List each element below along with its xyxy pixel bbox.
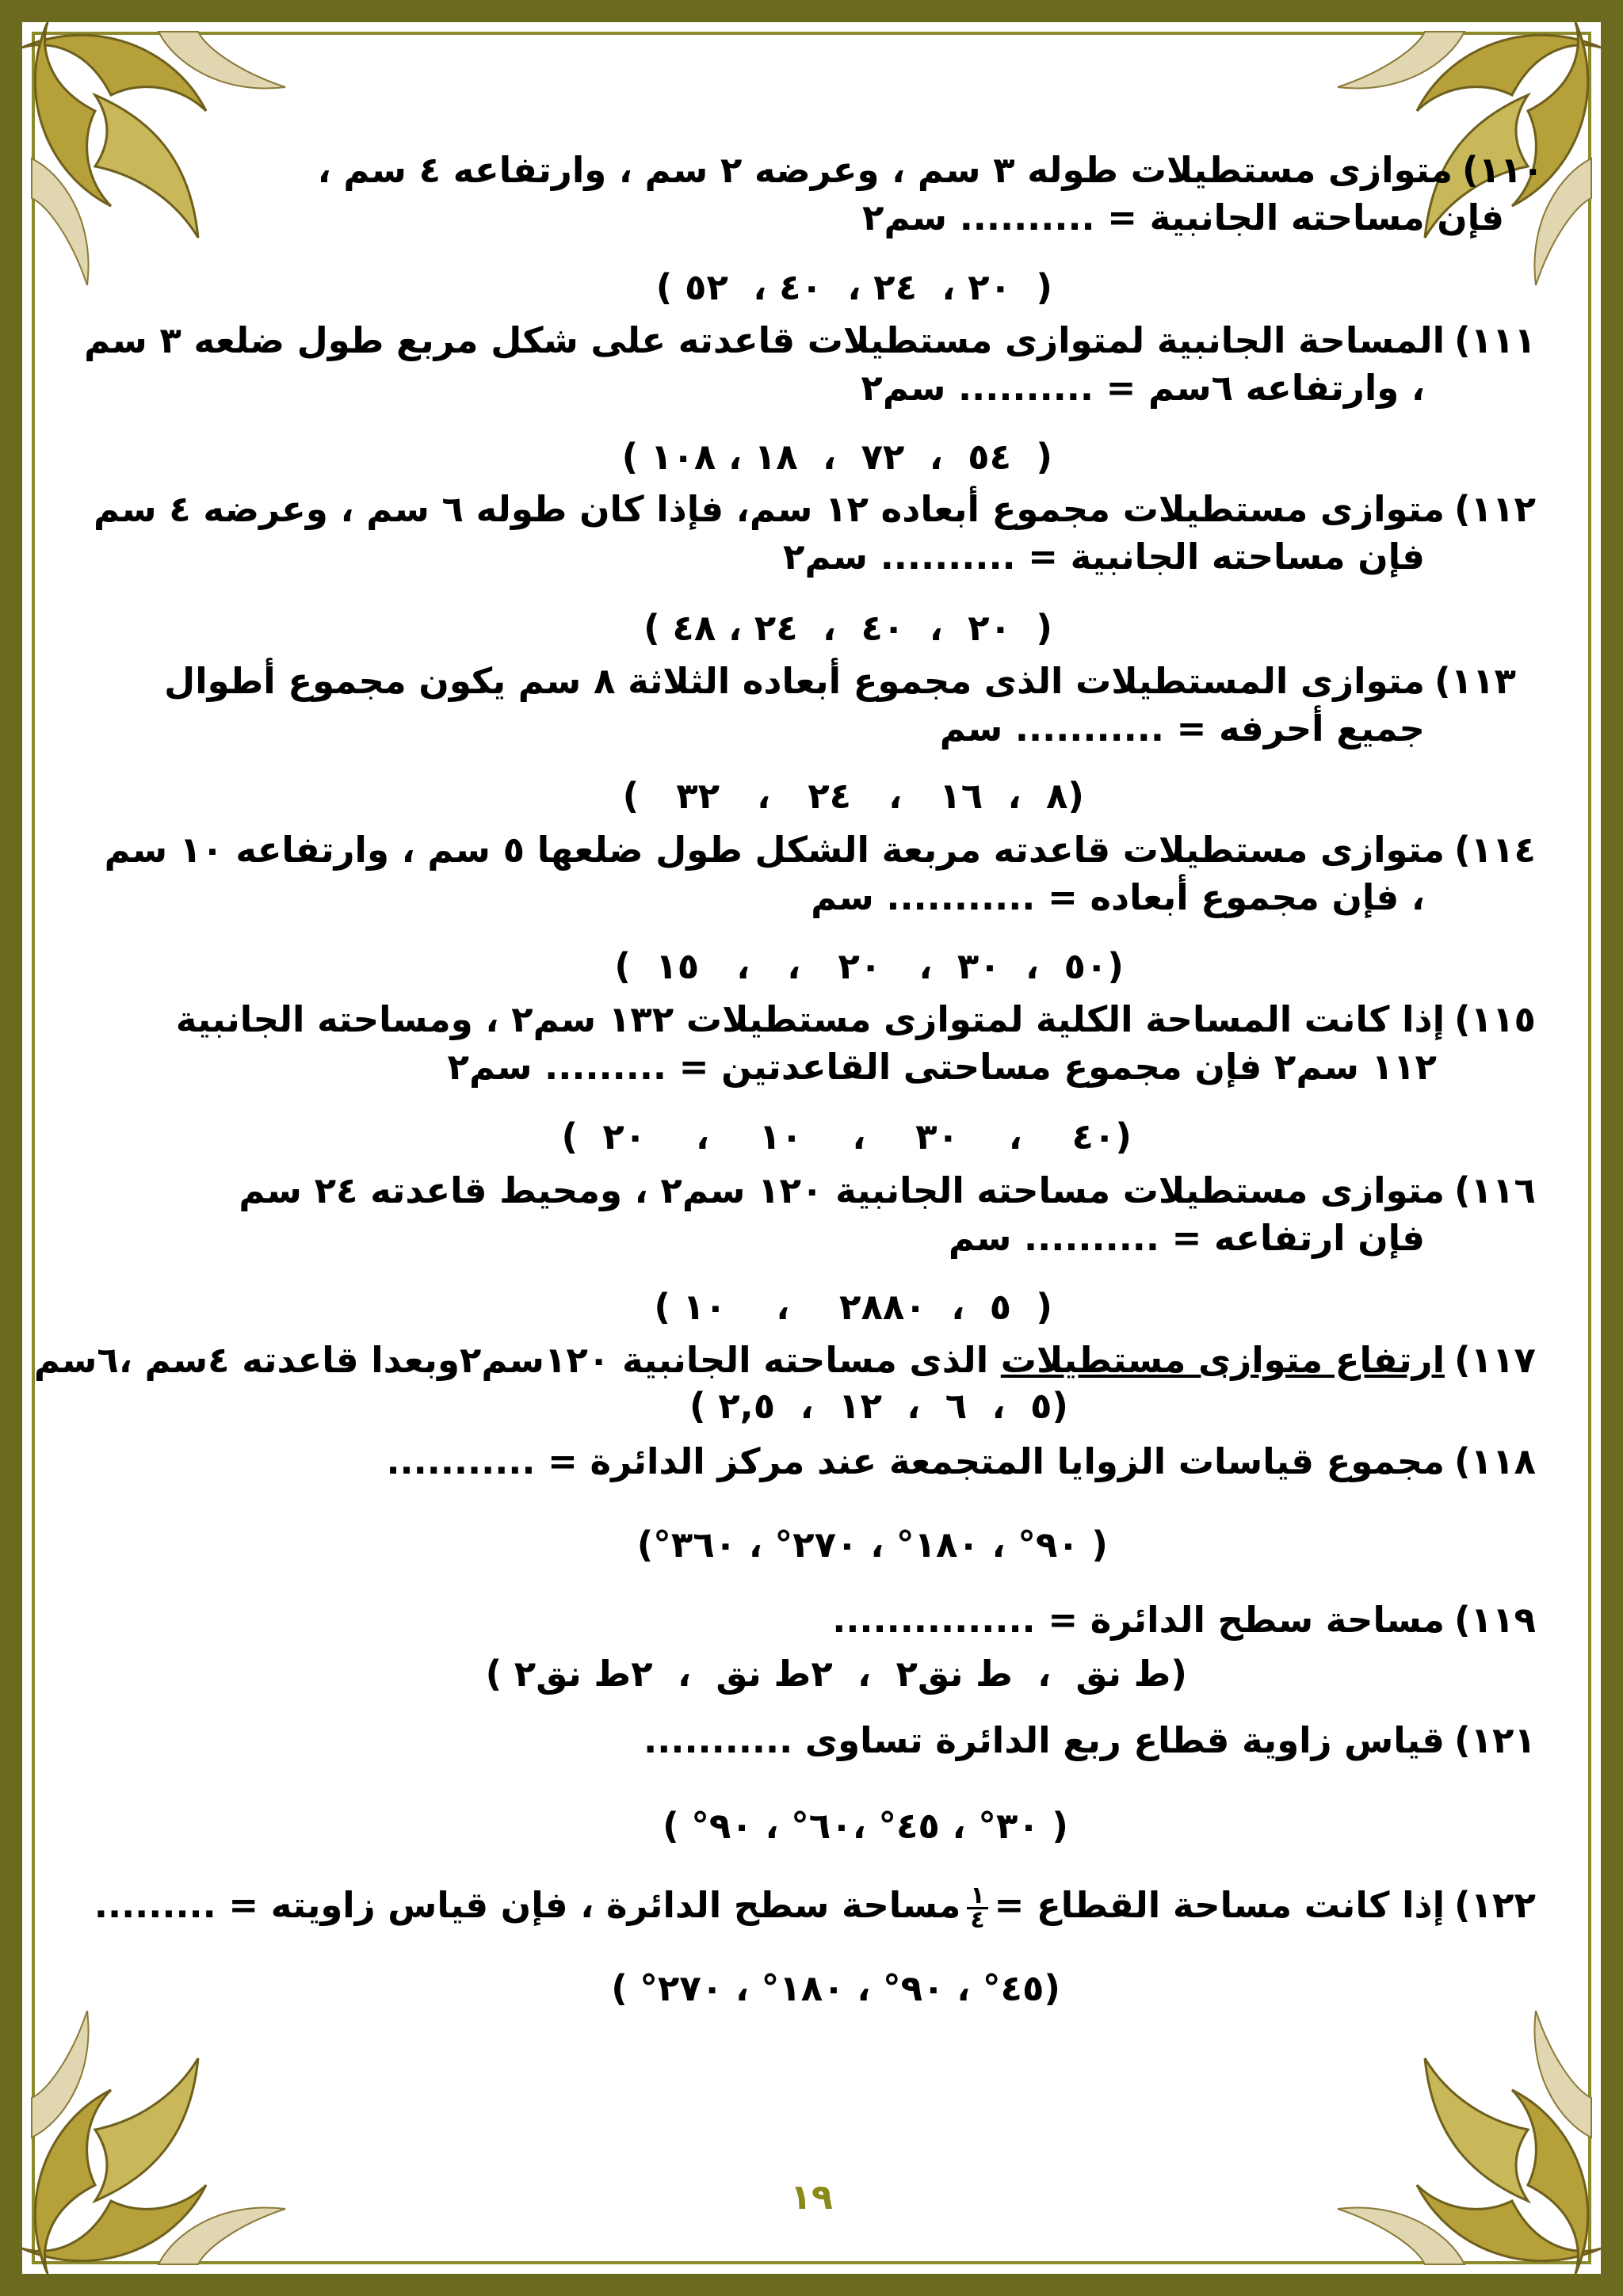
question-116 [71,1167,1536,1262]
question-text-continued: فإن ارتفاعه = .......... سم [948,1217,1425,1259]
question-number: ١٢٢) [1454,1884,1536,1926]
question-text: إذا كانت مساحة القطاع = [994,1884,1445,1926]
question-text-continued: جميع أحرفه = ........... سم [939,707,1425,749]
question-number: ١١٣) [1434,660,1516,702]
fraction-numerator: ١ [967,1885,987,1909]
fraction-one-quarter [967,1881,987,1934]
fraction-denominator: ٤ [970,1905,985,1934]
answer-options: ( ٩٠° ، ١٨٠° ، ٢٧٠° ، ٣٦٠°) [636,1524,1108,1566]
answer-options: (٥ ، ٦ ، ١٢ ، ٢,٥ ) [689,1385,1068,1427]
answer-options: (ط نق ، ط نق٢ ، ٢ط نق ، ٢ط نق٢ ) [485,1653,1187,1695]
question-number: ١١٢) [1454,488,1536,530]
question-122 [71,1882,1536,1932]
answer-options: ( ٣٠° ، ٤٥° ،٦٠° ، ٩٠° ) [663,1805,1068,1847]
question-number: ١١٧) [1454,1339,1536,1381]
question-text: متوازى مستطيلات مجموع أبعاده ١٢ سم، فإذا كان طوله ٦ سم ، وعرضه ٤ سم [94,488,1445,530]
question-text: قياس زاوية قطاع ربع الدائرة تساوى ........... [643,1719,1445,1761]
question-117 [33,1337,1536,1384]
floral-corner-ornament [1290,1963,1623,2296]
question-text-underlined: ارتفاع متوازى مستطيلات [1000,1339,1445,1381]
question-112 [71,486,1536,581]
question-text: متوازى مستطيلات طوله ٣ سم ، وعرضه ٢ سم ، وارتفاعه ٤ سم ، [317,149,1453,191]
answer-options: (٤٠ ، ٣٠ ، ١٠ ، ٢٠ ) [561,1116,1132,1158]
answer-options: ( ٢٠ ، ٤٠ ، ٢٤ ، ٤٨ ) [643,607,1052,649]
page-number: ١٩ [790,2177,833,2218]
question-110 [71,147,1544,242]
question-114 [71,826,1536,921]
question-118 [71,1438,1536,1486]
question-text-continued: فإن مساحته الجانبية = .......... سم٢ [783,536,1425,578]
question-number: ١١٦) [1454,1169,1536,1211]
answer-options: (٥٠ ، ٣٠ ، ٢٠ ، ، ١٥ ) [614,945,1124,987]
question-115 [71,996,1536,1091]
question-111 [71,317,1536,412]
question-text: إذا كانت المساحة الكلية لمتوازى مستطيلات ١٣٢ سم٢ ، ومساحته الجانبية [175,998,1445,1040]
answer-options: ( ٥٤ ، ٧٢ ، ١٨ ، ١٠٨ ) [621,436,1052,478]
answer-options: ( ٢٠ ، ٢٤ ، ٤٠ ، ٥٢ ) [655,266,1052,308]
answer-options: (٤٥° ، ٩٠° ، ١٨٠° ، ٢٧٠° ) [611,1967,1060,2009]
question-text: المساحة الجانبية لمتوازى مستطيلات قاعدته على شكل مربع طول ضلعه ٣ سم [84,319,1445,361]
question-121 [71,1717,1536,1764]
question-number: ١٢١) [1454,1719,1536,1761]
question-number: ١١٠) [1462,149,1544,191]
question-number: ١١٩) [1454,1599,1536,1641]
question-number: ١١٤) [1454,829,1536,871]
question-text: متوازى مستطيلات مساحته الجانبية ١٢٠ سم٢ ، ومحيط قاعدته ٢٤ سم [239,1169,1445,1211]
question-number: ١١١) [1454,319,1536,361]
question-113 [71,658,1516,753]
answer-options: (٨ ، ١٦ ، ٢٤ ، ٣٢ ) [622,775,1084,817]
question-text: متوازى مستطيلات قاعدته مربعة الشكل طول ضلعها ٥ سم ، وارتفاعه ١٠ سم [104,829,1445,871]
question-text: مساحة سطح الدائرة = ............... [832,1599,1445,1641]
question-text-continued: ، وارتفاعه ٦سم = .......... سم٢ [861,367,1425,409]
question-text: الذى مساحته الجانبية ١٢٠سم٢وبعدا قاعدته ٤سم ،٦سم [33,1339,1001,1381]
question-text: مجموع قياسات الزوايا المتجمعة عند مركز الدائرة = ........... [386,1440,1445,1482]
question-119 [71,1596,1536,1644]
question-text-continued: مساحة سطح الدائرة ، فإن قياس زاويته = ......... [94,1884,961,1926]
question-text-continued: فإن مساحته الجانبية = .......... سم٢ [862,196,1504,238]
question-number: ١١٥) [1454,998,1536,1040]
question-text-continued: ١١٢ سم٢ فإن مجموع مساحتى القاعدتين = ......... سم٢ [447,1046,1437,1088]
question-text: متوازى المستطيلات الذى مجموع أبعاده الثلاثة ٨ سم يكون مجموع أطوال [164,660,1426,702]
floral-corner-ornament [0,1963,333,2296]
question-text-continued: ، فإن مجموع أبعاده = ........... سم [811,876,1425,918]
question-number: ١١٨) [1454,1440,1536,1482]
answer-options: ( ٥ ، ٢٨٨٠ ، ١٠ ) [654,1286,1052,1328]
